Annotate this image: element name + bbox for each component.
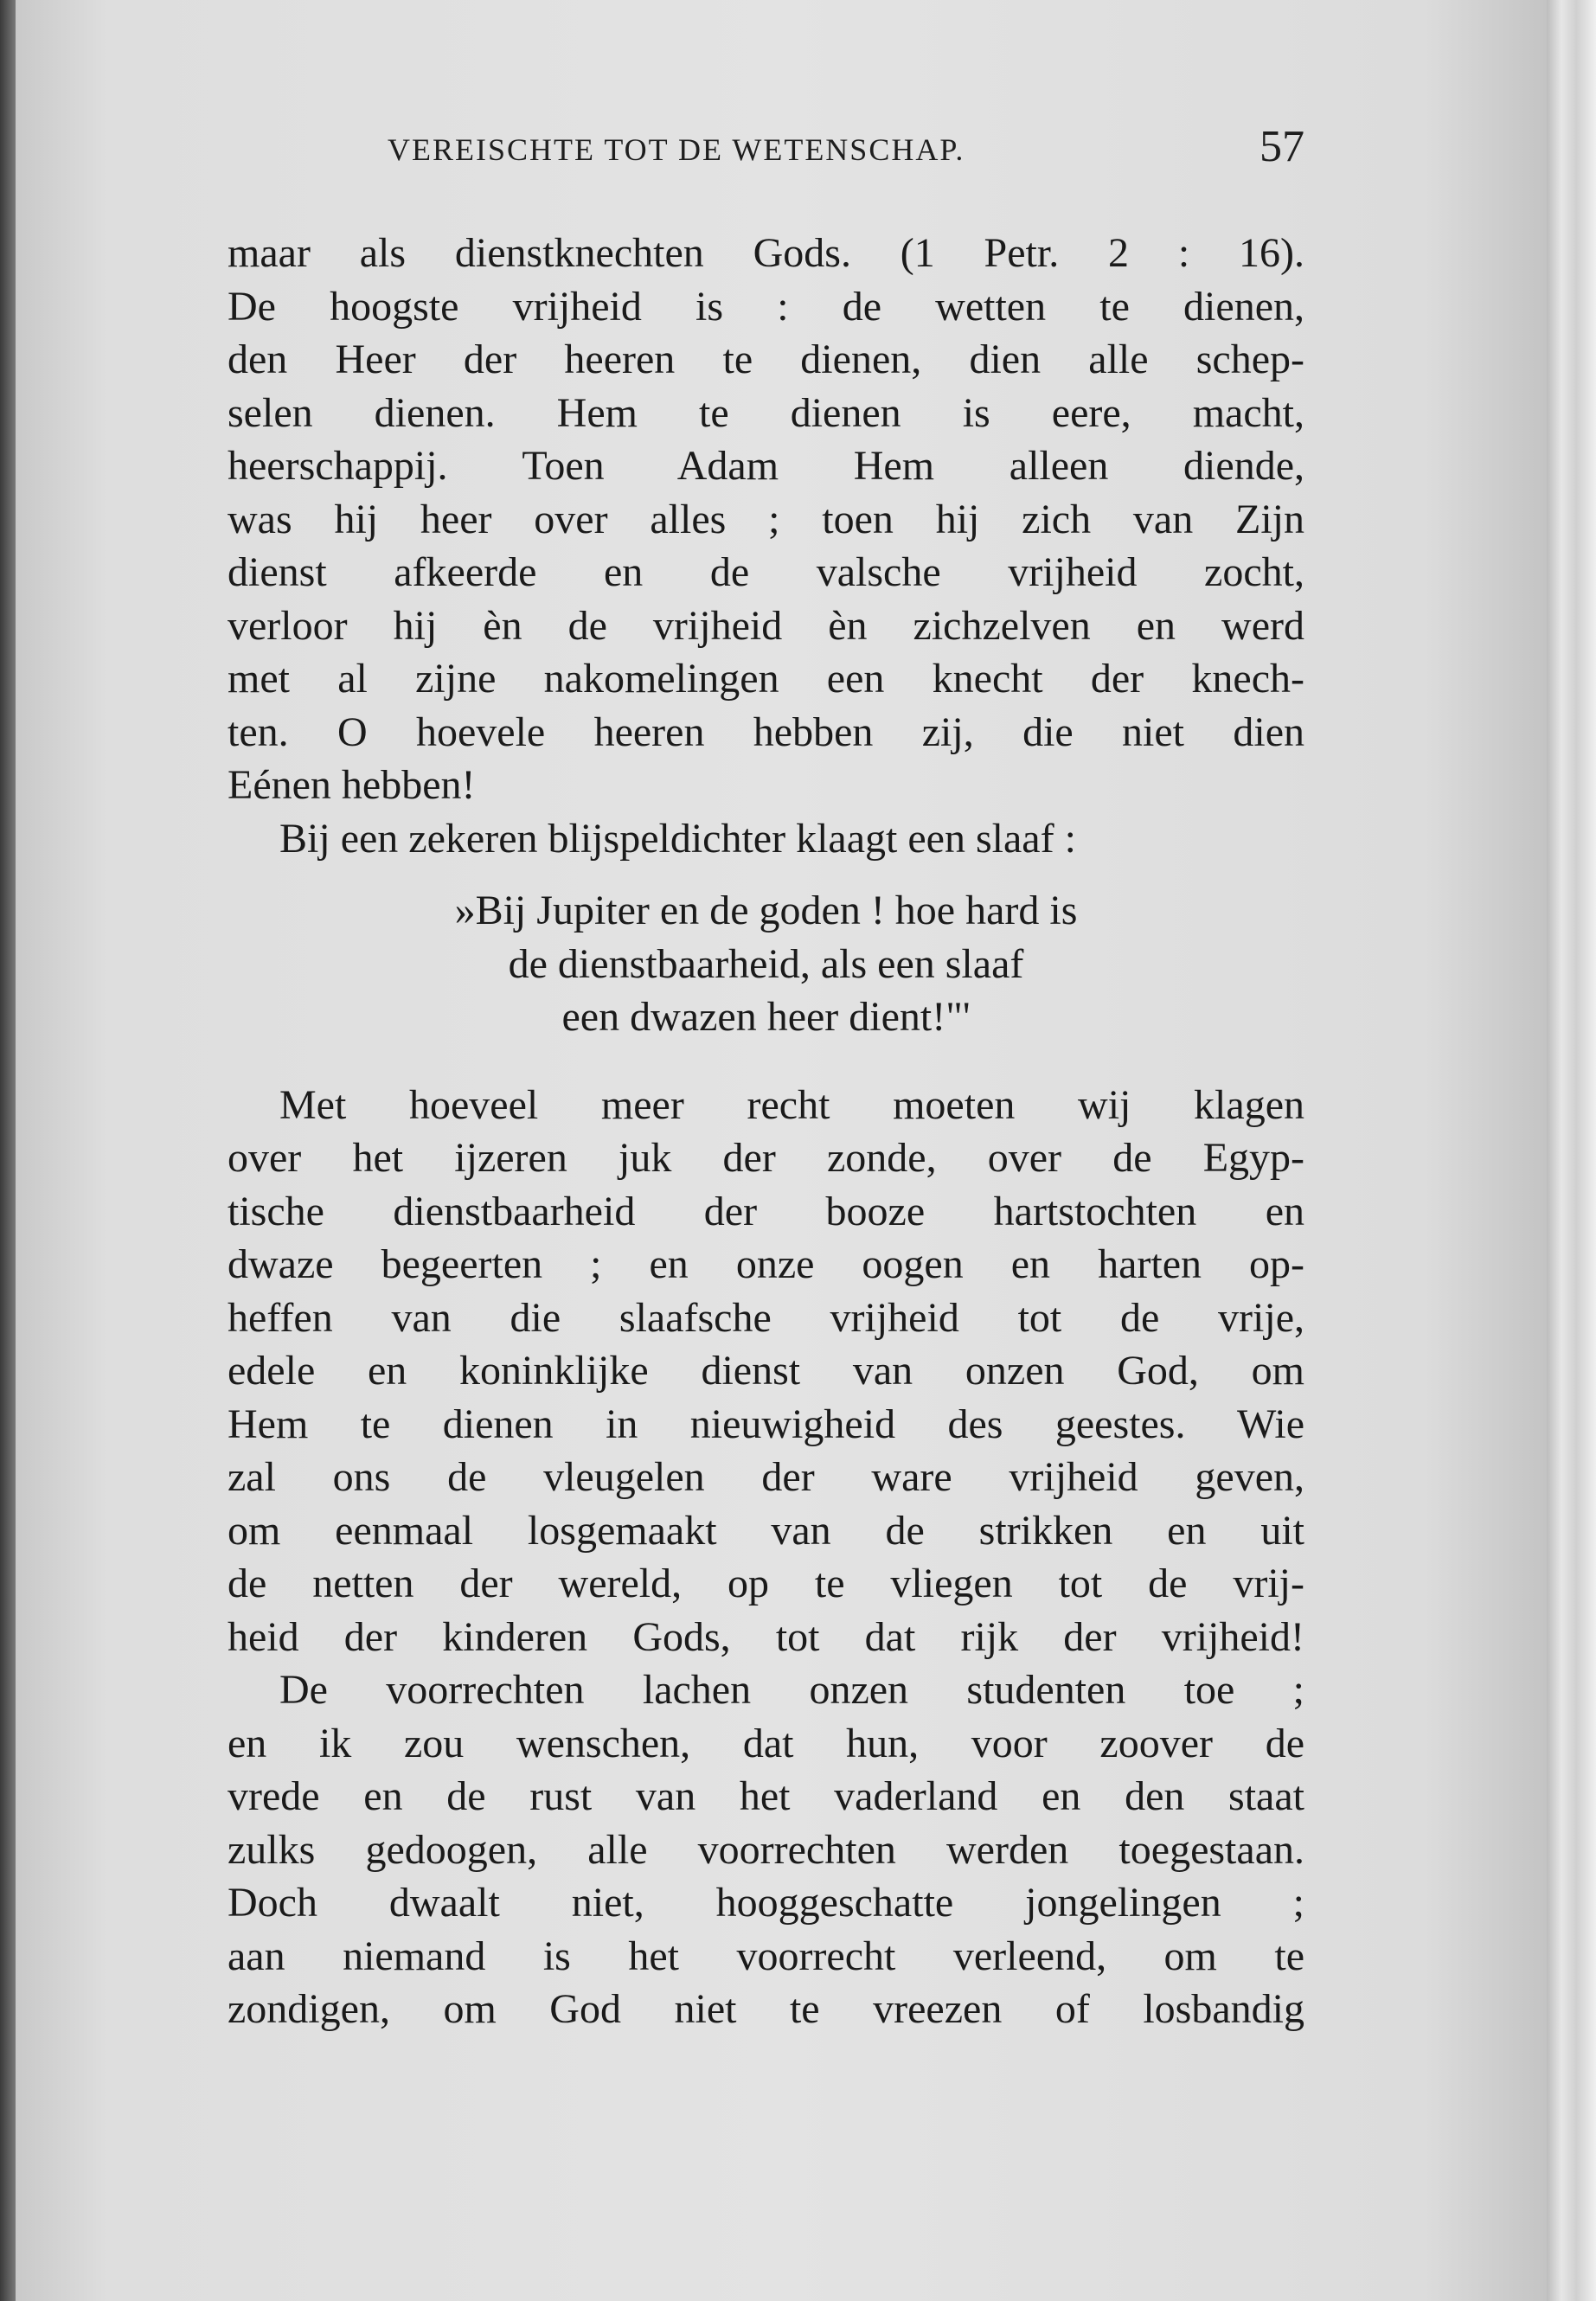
text-line: heffen van die slaafsche vrijheid tot de vrije, — [228, 1294, 1304, 1341]
text-line: de netten der wereld, op te vliegen tot de vrij- — [228, 1561, 1304, 1606]
text-line: edele en koninklijke dienst van onzen God, om — [228, 1348, 1304, 1394]
text-line: De voorrechten lachen onzen studenten toe ; — [279, 1667, 1304, 1713]
scan-edge-left — [0, 0, 16, 2301]
paragraph-1 — [228, 227, 1304, 812]
text-line: Bij een zekeren blijspeldichter klaagt een slaaf : — [279, 815, 1076, 862]
text-line: den Heer der heeren te dienen, dien alle schep- — [228, 336, 1304, 382]
text-line: over het ijzeren juk der zonde, over de Egyp- — [228, 1135, 1304, 1181]
text-line: Met hoeveel meer recht moeten wij klagen — [279, 1081, 1304, 1128]
running-title: VEREISCHTE TOT DE WETENSCHAP. — [388, 132, 965, 167]
verse-quote — [228, 884, 1304, 1044]
text-line: heerschappij. Toen Adam Hem alleen diende, — [228, 443, 1304, 489]
page-number: 57 — [1259, 122, 1304, 171]
text-line: met al zijne nakomelingen een knecht der knech- — [228, 656, 1304, 702]
text-line: Hem te dienen in nieuwigheid des geestes. Wie — [228, 1400, 1304, 1447]
text-line: en ik zou wenschen, dat hun, voor zoover de — [228, 1720, 1304, 1766]
paragraph-4 — [228, 1663, 1304, 2036]
text-line: ten. O hoevele heeren hebben zij, die niet dien — [228, 708, 1304, 755]
book-page — [16, 0, 1547, 2301]
quote-line: de dienstbaarheid, als een slaaf — [508, 940, 1024, 987]
text-line: aan niemand is het voorrecht verleend, om te — [228, 1932, 1304, 1979]
paragraph-3 — [228, 1079, 1304, 1664]
quote-line: een dwazen heer dient!"' — [561, 994, 971, 1040]
text-line: De hoogste vrijheid is : de wetten te dienen, — [228, 283, 1304, 330]
running-head — [388, 121, 1304, 182]
text-line: vrede en de rust van het vaderland en den staat — [228, 1773, 1304, 1819]
text-line: was hij heer over alles ; toen hij zich van Zijn — [228, 496, 1304, 542]
paragraph-2 — [228, 812, 1304, 866]
text-line: zulks gedoogen, alle voorrechten werden toegestaan. — [228, 1826, 1304, 1873]
text-line: zal ons de vleugelen der ware vrijheid geven, — [228, 1454, 1304, 1500]
text-line: Doch dwaalt niet, hooggeschatte jongelingen ; — [228, 1880, 1304, 1926]
text-line: dwaze begeerten ; en onze oogen en harten op- — [228, 1241, 1304, 1287]
text-line: Eénen hebben! — [228, 762, 476, 808]
text-line: tische dienstbaarheid der booze hartstochten en — [228, 1188, 1304, 1234]
text-line: om eenmaal losgemaakt van de strikken en uit — [228, 1507, 1304, 1554]
text-line: heid der kinderen Gods, tot dat rijk der vrijheid! — [228, 1613, 1304, 1660]
scan-edge-right — [1547, 0, 1596, 2301]
text-line: maar als dienstknechten Gods. (1 Petr. 2 : 16). — [228, 230, 1304, 276]
text-line: verloor hij èn de vrijheid èn zichzelven en werd — [228, 602, 1304, 649]
text-line: zondigen, om God niet te vreezen of losbandig — [228, 1986, 1304, 2032]
quote-line: »Bij Jupiter en de goden ! hoe hard is — [454, 888, 1078, 933]
body-text — [228, 227, 1304, 2036]
text-line: selen dienen. Hem te dienen is eere, macht, — [228, 389, 1304, 436]
text-line: dienst afkeerde en de valsche vrijheid zocht, — [228, 549, 1304, 595]
